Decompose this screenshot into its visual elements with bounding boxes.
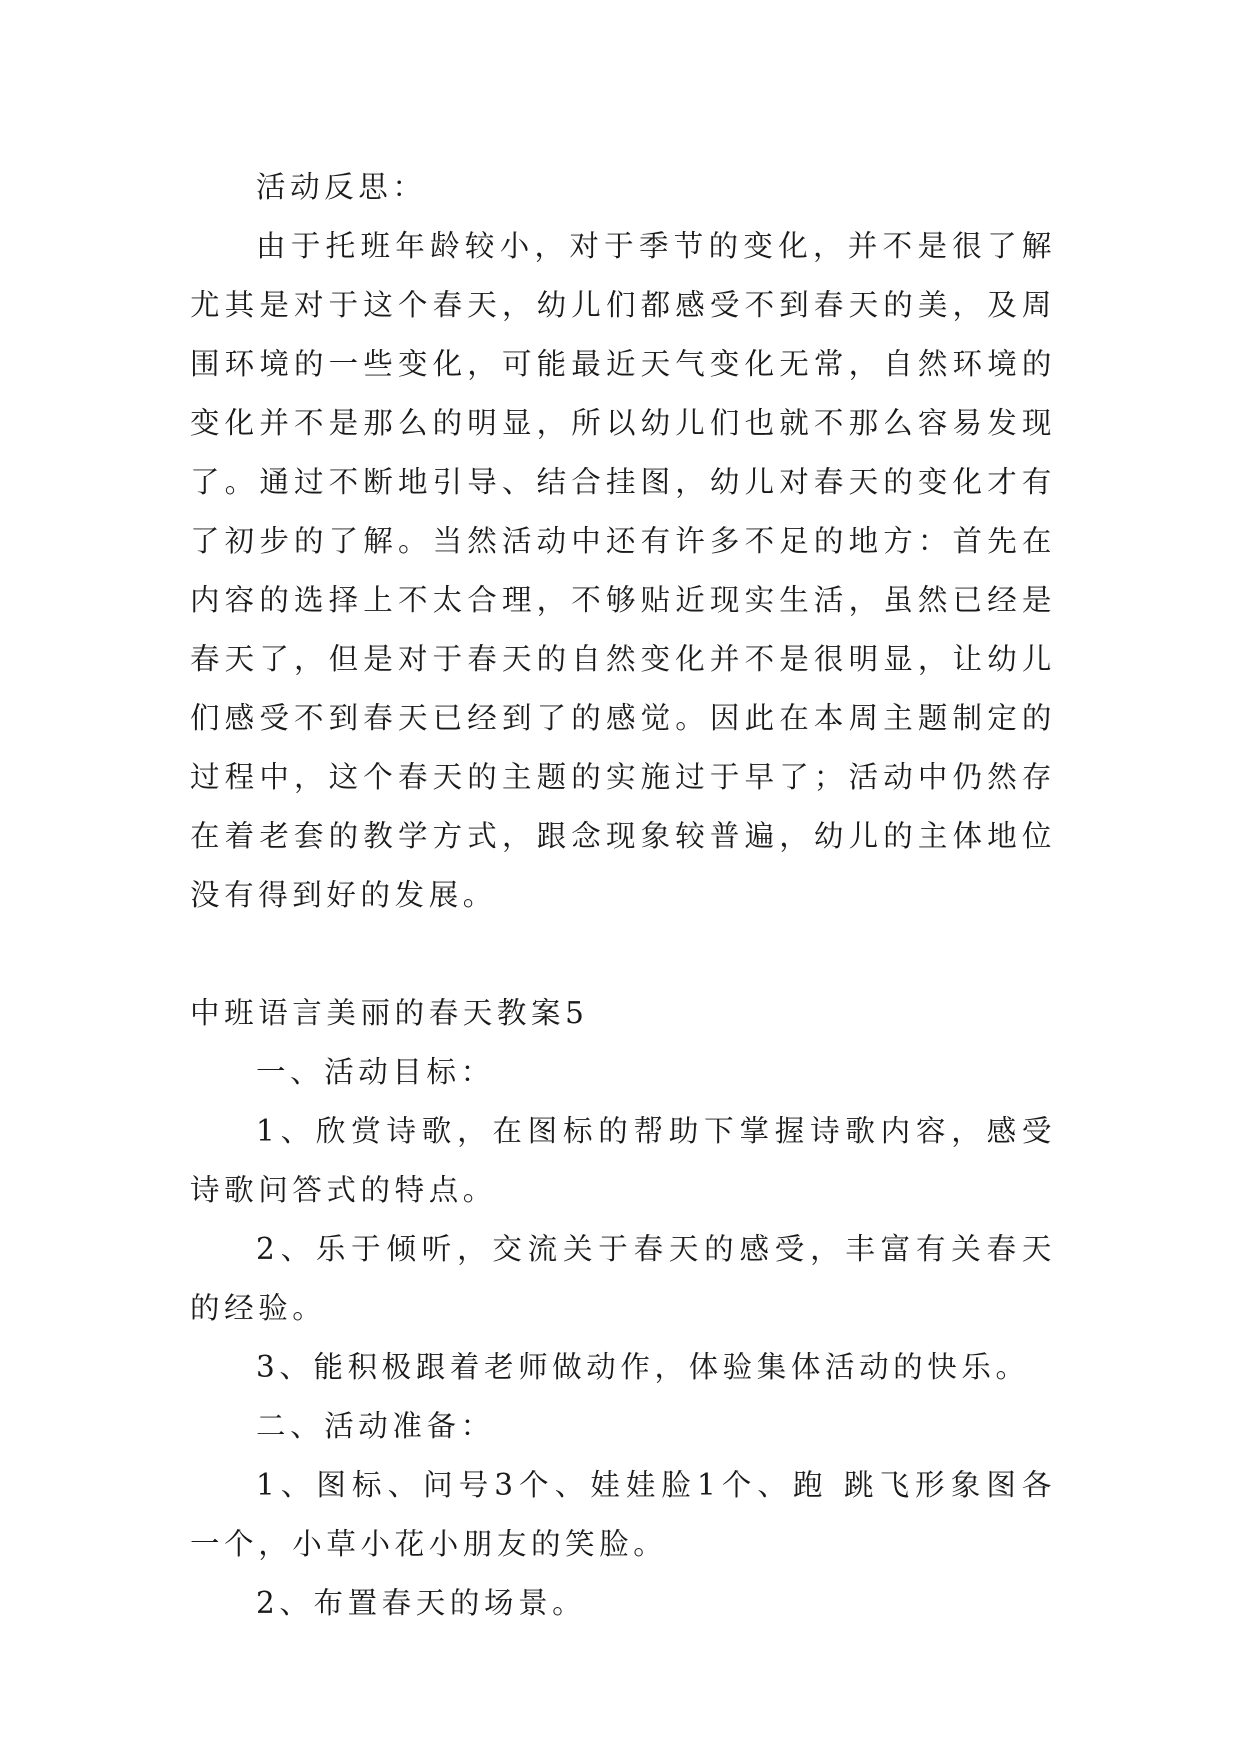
reflection-heading: 活动反思： bbox=[256, 170, 427, 204]
reflection-paragraph: 由于托班年龄较小，对于季节的变化，并不是很了解尤其是对于这个春天，幼儿们都感受不到春天的美，及周围环境的一些变化，可能最近天气变化无常，自然环境的变化并不是那么的明显，所以幼儿们也就不那么容易发现了。通过不断地引导、结合挂图，幼儿对春天的变化才有了初步的了解。当然活动中还有许多不足的地方：首先在内容的选择上不太合理，不够贴近现实生活，虽然已经是春天了，但是对于春天的自然变化并不是很明显，让幼儿们感受不到春天已经到了的感觉。因此在本周主题制定的过程中，这个春天的主题的实施过于早了；活动中仍然存在着老套的教学方式，跟念现象较普遍，幼儿的主体地位没有得到好的发展。 bbox=[190, 229, 1056, 912]
section-title: 中班语言美丽的春天教案5 bbox=[190, 996, 589, 1030]
goal-item-1: 1、欣赏诗歌，在图标的帮助下掌握诗歌内容，感受诗歌问答式的特点。 bbox=[190, 1114, 1056, 1207]
goal-item-2: 2、乐于倾听，交流关于春天的感受，丰富有关春天的经验。 bbox=[190, 1232, 1056, 1325]
document-body bbox=[190, 158, 1056, 1633]
prep-item-1: 1、图标、问号3个、娃娃脸1个、跑 跳飞形象图各一个，小草小花小朋友的笑脸。 bbox=[190, 1468, 1056, 1561]
prep-item-2: 2、布置春天的场景。 bbox=[256, 1586, 587, 1620]
prep-heading: 二、活动准备： bbox=[256, 1409, 495, 1443]
goals-heading: 一、活动目标： bbox=[256, 1055, 495, 1089]
goal-item-3: 3、能积极跟着老师做动作，体验集体活动的快乐。 bbox=[256, 1350, 1030, 1384]
